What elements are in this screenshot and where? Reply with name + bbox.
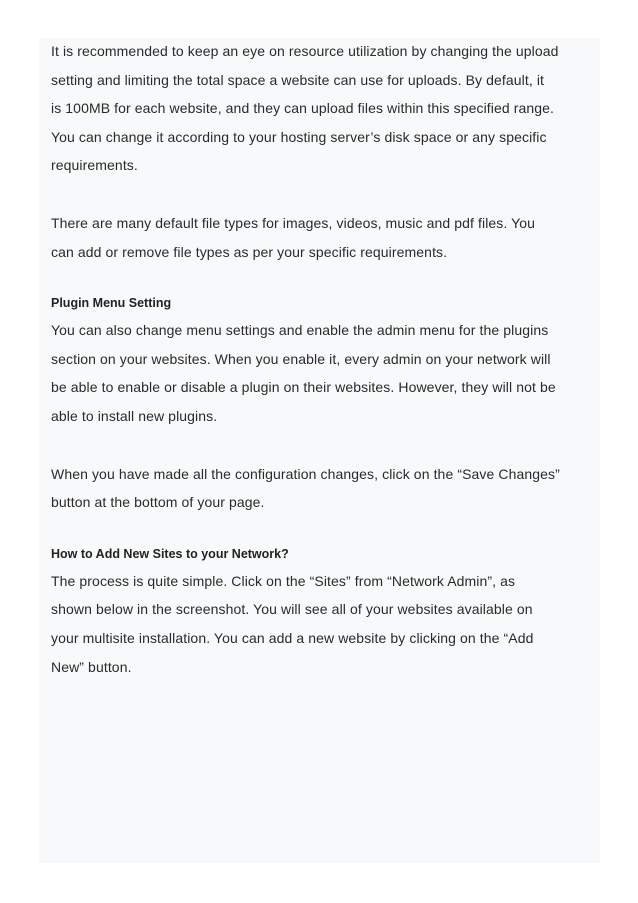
text-line: be able to enable or disable a plugin on their websites. However, they will not be bbox=[51, 379, 556, 396]
article-body bbox=[51, 37, 596, 681]
text-line: your multisite installation. You can add a new website by clicking on the “Add bbox=[51, 629, 534, 646]
text-line: You can change it according to your hosting server’s disk space or any specific bbox=[51, 128, 547, 145]
spacer bbox=[51, 431, 596, 460]
paragraph-save-changes bbox=[51, 460, 596, 517]
spacer bbox=[51, 180, 596, 209]
text-line: is 100MB for each website, and they can upload files within this specified range. bbox=[51, 100, 555, 117]
text-line: It is recommended to keep an eye on resource utilization by changing the upload bbox=[51, 43, 559, 59]
text-line: section on your websites. When you enable it, every admin on your network will bbox=[51, 350, 551, 367]
text-line: can add or remove file types as per your specific requirements. bbox=[51, 243, 448, 260]
paragraph-upload-settings bbox=[51, 37, 596, 180]
text-line: requirements. bbox=[51, 157, 138, 174]
text-line: button at the bottom of your page. bbox=[51, 494, 265, 511]
text-line: The process is quite simple. Click on the “Sites” from “Network Admin”, as bbox=[51, 572, 516, 589]
spacer bbox=[51, 266, 596, 290]
text-line: able to install new plugins. bbox=[51, 407, 218, 424]
spacer bbox=[51, 517, 596, 541]
text-line: When you have made all the configuration changes, click on the “Save Changes” bbox=[51, 465, 560, 482]
text-line: You can also change menu settings and enable the admin menu for the plugins bbox=[51, 322, 549, 339]
text-line: New” button. bbox=[51, 658, 132, 675]
section-heading-plugin-menu: Plugin Menu Setting bbox=[51, 296, 172, 311]
text-line: There are many default file types for images, videos, music and pdf files. You bbox=[51, 214, 536, 231]
text-line: shown below in the screenshot. You will see all of your websites available on bbox=[51, 601, 533, 618]
section-heading-add-sites: How to Add New Sites to your Network? bbox=[51, 546, 289, 561]
paragraph-plugin-menu bbox=[51, 316, 596, 430]
text-line: setting and limiting the total space a website can use for uploads. By default, it bbox=[51, 71, 545, 88]
paragraph-file-types bbox=[51, 209, 596, 266]
paragraph-add-sites bbox=[51, 567, 596, 681]
